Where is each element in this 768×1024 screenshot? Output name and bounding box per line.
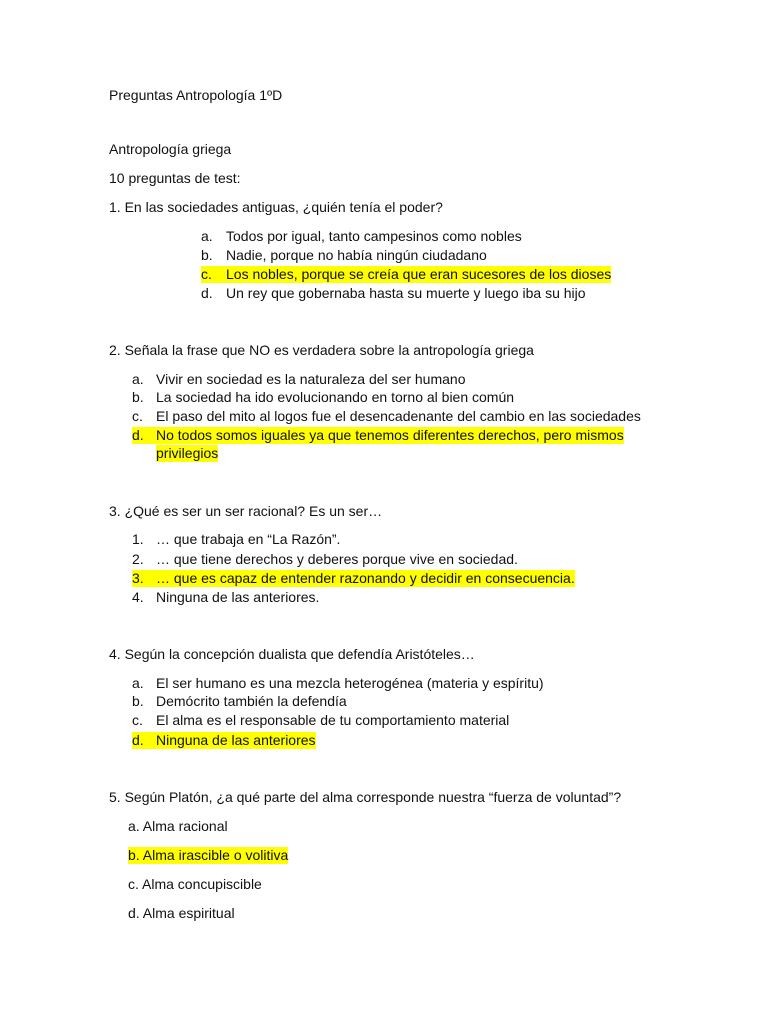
section-title: Antropología griega (109, 141, 232, 157)
q1-option-d-marker: d. (201, 285, 213, 301)
q5-option-b-correct: b. Alma irascible o volitiva (128, 847, 289, 863)
question-3: 3. ¿Qué es ser un ser racional? Es un ser… (109, 503, 383, 519)
question-2: 2. Señala la frase que NO es verdadera sobre la antropología griega (109, 342, 534, 358)
q3-option-1-marker: 1. (132, 531, 144, 547)
q1-option-d: Un rey que gobernaba hasta su muerte y luego iba su hijo (226, 285, 586, 301)
intro-text: 10 preguntas de test: (109, 170, 241, 186)
q5-option-a: a. Alma racional (128, 818, 228, 834)
question-1: 1. En las sociedades antiguas, ¿quién tenía el poder? (109, 199, 443, 215)
q1-option-a-marker: a. (201, 228, 213, 244)
q1-option-c-correct: Los nobles, porque se creía que eran sucesores de los dioses (226, 266, 612, 282)
document-title: Preguntas Antropología 1ºD (109, 87, 283, 103)
q4-option-b: Demócrito también la defendía (156, 693, 347, 709)
q2-option-a-marker: a. (132, 371, 144, 387)
q5-option-d: d. Alma espiritual (128, 905, 235, 921)
q3-option-3-marker: 3. (132, 570, 156, 587)
q2-option-d-correct-cont: privilegios (156, 445, 219, 461)
q3-option-3-correct: … que es capaz de entender razonando y decidir en consecuencia. (156, 570, 575, 586)
q1-option-b-marker: b. (201, 247, 213, 263)
q5-option-c: c. Alma concupiscible (128, 876, 262, 892)
q4-option-a-marker: a. (132, 675, 144, 691)
q2-option-c-marker: c. (132, 408, 143, 424)
q1-option-a: Todos por igual, tanto campesinos como nobles (226, 228, 522, 244)
q2-option-d-correct: No todos somos iguales ya que tenemos diferentes derechos, pero mismos (156, 427, 624, 443)
q4-option-c-marker: c. (132, 712, 143, 728)
q2-option-d-marker: d. (132, 427, 156, 444)
q4-option-d-marker: d. (132, 732, 156, 749)
q3-option-2-marker: 2. (132, 551, 144, 567)
q4-option-c: El alma es el responsable de tu comportamiento material (156, 712, 510, 728)
q3-option-1: … que trabaja en “La Razón”. (156, 531, 341, 547)
q2-option-c: El paso del mito al logos fue el desencadenante del cambio en las sociedades (156, 408, 641, 424)
q4-option-b-marker: b. (132, 693, 144, 709)
q1-option-c-marker: c. (201, 266, 226, 283)
q1-option-b: Nadie, porque no había ningún ciudadano (226, 247, 487, 263)
question-4: 4. Según la concepción dualista que defendía Aristóteles… (109, 646, 475, 662)
q4-option-d-correct: Ninguna de las anteriores (156, 732, 316, 748)
q2-option-b: La sociedad ha ido evolucionando en torno al bien común (156, 389, 515, 405)
q2-option-a: Vivir en sociedad es la naturaleza del ser humano (156, 371, 466, 387)
q3-option-4: Ninguna de las anteriores. (156, 589, 320, 605)
q3-option-4-marker: 4. (132, 589, 144, 605)
q4-option-a: El ser humano es una mezcla heterogénea (materia y espíritu) (156, 675, 544, 691)
q3-option-2: … que tiene derechos y deberes porque vive en sociedad. (156, 551, 518, 567)
question-5: 5. Según Platón, ¿a qué parte del alma corresponde nuestra “fuerza de voluntad”? (109, 789, 622, 805)
q2-option-b-marker: b. (132, 389, 144, 405)
